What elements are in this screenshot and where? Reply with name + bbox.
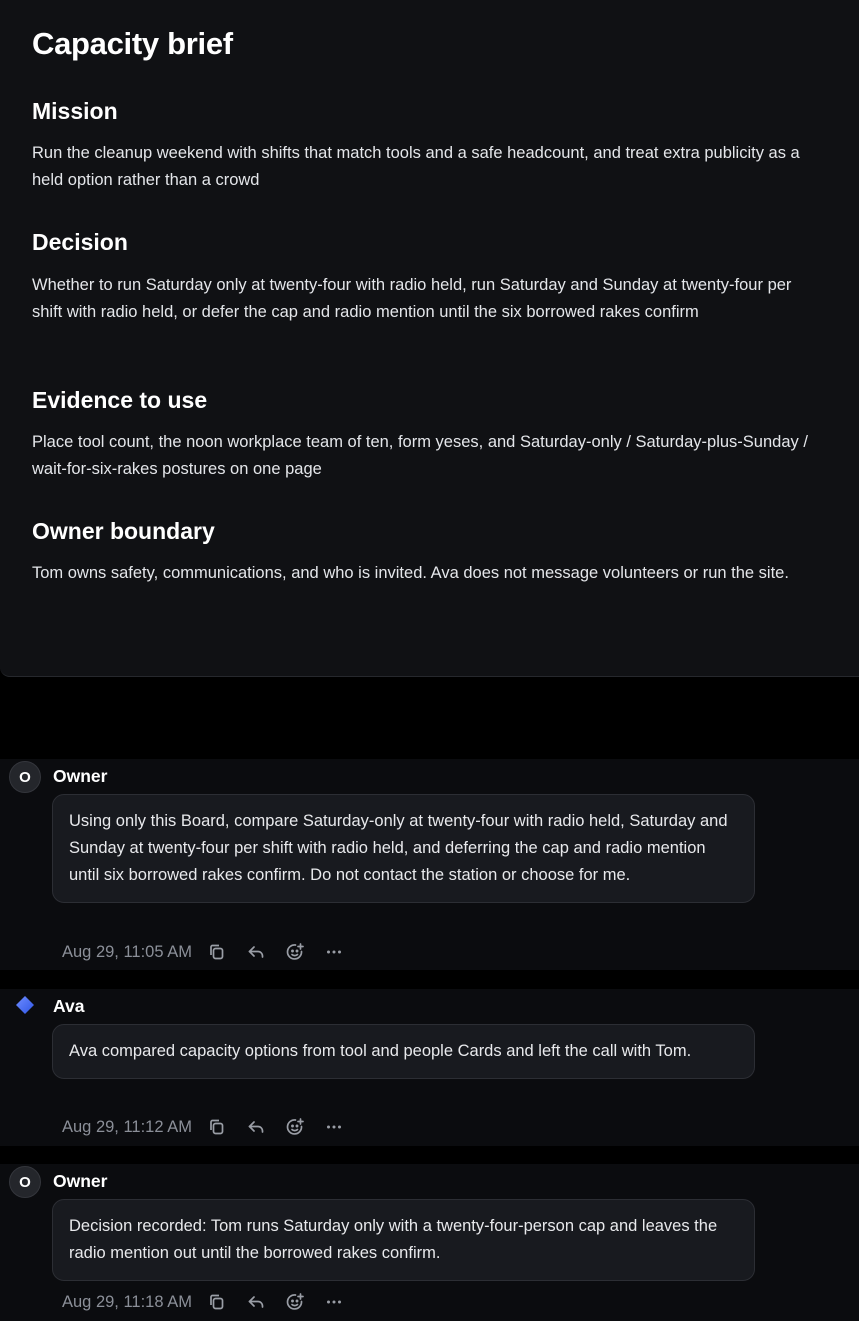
message-meta xyxy=(62,1115,362,1139)
add-reaction-icon[interactable] xyxy=(284,941,306,963)
message-meta xyxy=(62,1290,362,1314)
more-icon[interactable] xyxy=(323,941,345,963)
avatar: O xyxy=(9,1166,41,1198)
section-body-decision: Whether to run Saturday only at twenty-four with radio held, run Saturday and Sunday at twenty-four per shift with radio held, or defer the cap and radio mention until the six borrowed rakes confirm xyxy=(32,276,792,321)
message-thread xyxy=(0,743,859,1321)
copy-icon[interactable] xyxy=(206,941,228,963)
reply-icon[interactable] xyxy=(245,941,267,963)
message-item xyxy=(0,759,859,970)
section-heading-decision: Decision xyxy=(32,229,128,255)
message-item xyxy=(0,989,859,1146)
more-icon[interactable] xyxy=(323,1291,345,1313)
message-timestamp: Aug 29, 11:18 AM xyxy=(62,1292,192,1311)
avatar: O xyxy=(9,761,41,793)
section-body-evidence: Place tool count, the noon workplace team of ten, form yeses, and Saturday-only / Saturday-plus-Sunday / wait-for-six-rakes postures on one page xyxy=(32,433,808,478)
message-timestamp: Aug 29, 11:05 AM xyxy=(62,942,192,961)
add-reaction-icon[interactable] xyxy=(284,1116,306,1138)
message-timestamp: Aug 29, 11:12 AM xyxy=(62,1117,192,1136)
message-author: Owner xyxy=(53,766,108,786)
brief-title: Capacity brief xyxy=(32,26,233,61)
message-item xyxy=(0,1164,859,1321)
diamond-icon xyxy=(15,995,35,1015)
copy-icon[interactable] xyxy=(206,1116,228,1138)
message-bubble: Using only this Board, compare Saturday-only at twenty-four with radio held, Saturday and Sunday at twenty-four per shift with radio held, and deferring the cap and radio mention until six borrowed rakes confirm. Do not contact the station or choose for me. xyxy=(52,794,755,903)
reply-icon[interactable] xyxy=(245,1116,267,1138)
more-icon[interactable] xyxy=(323,1116,345,1138)
add-reaction-icon[interactable] xyxy=(284,1291,306,1313)
message-bubble: Decision recorded: Tom runs Saturday only with a twenty-four-person cap and leaves the radio mention out until the borrowed rakes confirm. xyxy=(52,1199,755,1281)
message-meta xyxy=(62,940,362,964)
reply-icon[interactable] xyxy=(245,1291,267,1313)
section-body-mission: Run the cleanup weekend with shifts that match tools and a safe headcount, and treat extra publicity as a held option rather than a crowd xyxy=(32,144,800,189)
section-body-owner-boundary: Tom owns safety, communications, and who is invited. Ava does not message volunteers or run the site. xyxy=(32,564,789,582)
message-bubble: Ava compared capacity options from tool and people Cards and left the call with Tom. xyxy=(52,1024,755,1079)
section-heading-owner-boundary: Owner boundary xyxy=(32,518,215,544)
section-heading-mission: Mission xyxy=(32,98,118,124)
copy-icon[interactable] xyxy=(206,1291,228,1313)
section-heading-evidence: Evidence to use xyxy=(32,387,208,413)
message-author: Owner xyxy=(53,1171,108,1191)
message-author: Ava xyxy=(53,996,85,1016)
